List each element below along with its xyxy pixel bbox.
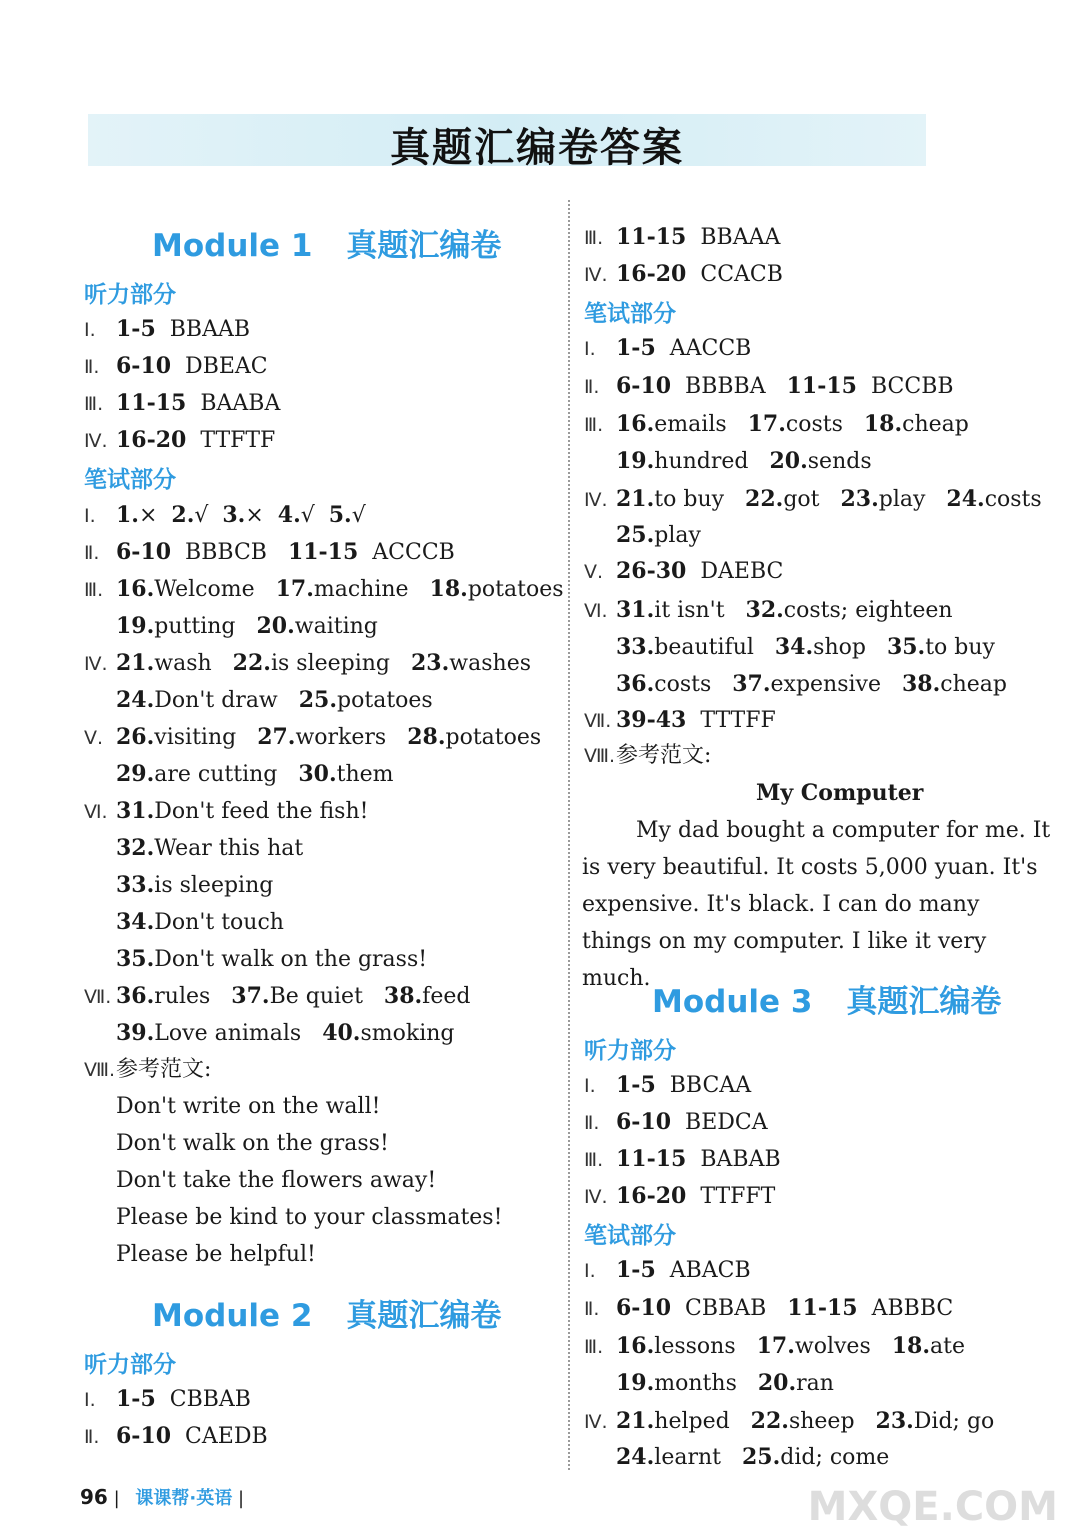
answer-index: 6-10 <box>116 353 172 379</box>
item-number: Ⅰ. <box>84 1389 96 1411</box>
item-number: Ⅴ. <box>84 727 104 749</box>
item-number: Ⅱ. <box>584 1298 600 1320</box>
answer-index: 22. <box>232 650 271 676</box>
module-heading <box>652 976 1001 1021</box>
item-number: Ⅶ. <box>584 710 612 732</box>
answer-line <box>84 1203 502 1233</box>
item-number: Ⅰ. <box>584 338 596 360</box>
answer-text: hundred <box>654 449 770 474</box>
answer-index: 32. <box>116 835 155 861</box>
answer-text: √ <box>300 503 329 528</box>
answer-index: 1-5 <box>616 1257 656 1283</box>
answer-text: it isn't <box>654 598 746 623</box>
answer-text: expensive <box>770 672 902 697</box>
answer-index: 6-10 <box>616 1295 672 1321</box>
answer-line <box>584 1442 889 1473</box>
answer-text: learnt <box>654 1445 742 1470</box>
answer-line <box>84 537 455 568</box>
item-number: Ⅳ. <box>84 430 108 452</box>
answer-line <box>84 722 541 753</box>
item-number: Ⅰ. <box>84 319 96 341</box>
item-number: Ⅴ. <box>584 561 604 583</box>
answer-index: 36. <box>616 671 655 697</box>
item-number: Ⅶ. <box>84 986 112 1008</box>
answer-index: 5. <box>328 502 352 528</box>
answer-text: is sleeping <box>154 873 274 898</box>
answer-index: 17. <box>275 576 314 602</box>
answer-text: BBCAA <box>655 1073 752 1098</box>
item-number: Ⅳ. <box>584 264 608 286</box>
answer-index: 38. <box>901 671 941 697</box>
section-heading: 听力部分 <box>84 282 176 308</box>
answer-index: 16-20 <box>616 1183 687 1209</box>
answer-line <box>584 259 783 290</box>
answer-text: Don't touch <box>154 910 284 935</box>
answer-line <box>84 1055 211 1085</box>
answer-text: Don't draw <box>154 688 299 713</box>
answer-text: √ <box>351 503 366 528</box>
answer-text: ate <box>930 1334 965 1359</box>
answer-index: 21. <box>616 486 655 512</box>
answer-text: Please be kind to your classmates! <box>116 1205 503 1230</box>
answer-text: Don't take the flowers away! <box>116 1168 437 1193</box>
answer-text: × <box>245 503 278 528</box>
answer-index: 11-15 <box>616 1146 687 1172</box>
answer-index: 18. <box>863 411 903 437</box>
watermark: MXQE.COM <box>807 1484 1058 1530</box>
module-label: Module 3 <box>652 984 813 1020</box>
answer-line <box>84 1018 454 1049</box>
answer-text: 参考范文: <box>616 743 712 768</box>
answer-text: Welcome <box>154 577 276 602</box>
answer-index: 1-5 <box>116 316 156 342</box>
section-heading: 笔试部分 <box>84 467 176 493</box>
answer-line <box>584 556 783 587</box>
answer-text: them <box>336 762 394 787</box>
answer-text: BABAB <box>686 1147 781 1172</box>
answer-line <box>84 500 366 531</box>
answer-line <box>584 1144 781 1175</box>
section-heading: 笔试部分 <box>584 301 676 327</box>
answer-line <box>584 669 1007 700</box>
item-number: Ⅲ. <box>584 1336 604 1358</box>
answer-text: waiting <box>294 614 378 639</box>
answer-text: feed <box>422 984 471 1009</box>
answer-line <box>584 1406 994 1437</box>
answer-line <box>84 833 303 864</box>
answer-index: 11-15 <box>116 390 187 416</box>
answer-index: 6-10 <box>616 373 672 399</box>
answer-text: TTFTF <box>186 428 276 453</box>
answer-index: 28. <box>407 724 446 750</box>
answer-text: CAEDB <box>171 1424 268 1449</box>
answer-text: Don't walk on the grass! <box>116 1131 389 1156</box>
answer-index: 21. <box>616 1408 655 1434</box>
answer-text: TTFFT <box>686 1184 776 1209</box>
item-number: Ⅵ. <box>584 600 608 622</box>
answer-index: 18. <box>891 1333 931 1359</box>
answer-text: Did; go <box>913 1409 995 1434</box>
module-subtitle: 真题汇编卷 <box>846 984 1002 1020</box>
answer-index: 11-15 <box>287 539 359 565</box>
module-label: Module 1 <box>152 228 313 264</box>
answer-index: 20. <box>256 613 295 639</box>
answer-text: BBBCB <box>171 540 288 565</box>
answer-line <box>84 1384 251 1415</box>
answer-index: 22. <box>745 486 784 512</box>
answer-text: ABACB <box>655 1258 751 1283</box>
item-number: Ⅰ. <box>84 505 96 527</box>
answer-index: 1-5 <box>116 1386 156 1412</box>
answer-index: 11-15 <box>786 373 857 399</box>
answer-text: Please be helpful! <box>116 1242 316 1267</box>
answer-text: Love animals <box>154 1021 323 1046</box>
item-number: Ⅳ. <box>584 489 608 511</box>
item-number: Ⅲ. <box>584 414 604 436</box>
answer-text: helped <box>654 1409 751 1434</box>
item-number: Ⅱ. <box>84 356 100 378</box>
answer-index: 2. <box>171 502 195 528</box>
answer-line <box>584 1181 775 1212</box>
module-label: Module 2 <box>152 1298 313 1334</box>
answer-line <box>84 1240 316 1270</box>
module-subtitle: 真题汇编卷 <box>346 1298 502 1334</box>
answer-text: visiting <box>154 725 258 750</box>
answer-line <box>84 351 268 382</box>
answer-line <box>584 409 969 440</box>
answer-line <box>584 705 776 736</box>
answer-text: CBBAB <box>155 1387 251 1412</box>
answer-text: × <box>138 503 172 528</box>
answer-index: 3. <box>222 502 246 528</box>
answer-text: machine <box>313 577 430 602</box>
answer-line <box>84 1129 389 1159</box>
answer-index: 31. <box>616 597 655 623</box>
essay-title: My Computer <box>756 780 924 806</box>
answer-text: ACCCB <box>358 540 455 565</box>
answer-index: 39. <box>116 1020 155 1046</box>
answer-line <box>584 371 954 402</box>
item-number: Ⅱ. <box>584 376 600 398</box>
answer-index: 19. <box>616 448 655 474</box>
answer-text: costs <box>984 487 1042 512</box>
essay-body: My dad bought a computer for me. It is very beautiful. It costs 5,000 yuan. It's expensive. It's black. I can do many things on my computer. I like it very much. <box>582 818 1051 991</box>
answer-line <box>584 222 780 253</box>
module-heading <box>152 220 501 265</box>
answer-index: 27. <box>257 724 296 750</box>
answer-line <box>84 944 427 975</box>
answer-index: 17. <box>747 411 786 437</box>
answer-index: 16. <box>616 411 655 437</box>
answer-line <box>84 759 394 790</box>
column-divider <box>568 200 570 1470</box>
answer-line <box>84 388 280 419</box>
answer-index: 17. <box>756 1333 795 1359</box>
item-number: Ⅳ. <box>84 653 108 675</box>
answer-text: CCACB <box>686 262 783 287</box>
answer-text: Be quiet <box>269 984 384 1009</box>
answer-line <box>84 1092 380 1122</box>
section-heading: 听力部分 <box>584 1038 676 1064</box>
item-number: Ⅲ. <box>584 227 604 249</box>
answer-text: play <box>654 523 701 548</box>
answer-text: potatoes <box>445 725 542 750</box>
answer-line <box>584 1255 751 1286</box>
answer-text: BAABA <box>186 391 281 416</box>
answer-line <box>84 1166 436 1196</box>
answer-index: 1-5 <box>616 1072 656 1098</box>
answer-index: 34. <box>116 909 155 935</box>
answer-line <box>84 685 433 716</box>
answer-line <box>84 870 273 901</box>
answer-text: CBBAB <box>671 1296 788 1321</box>
answer-index: 23. <box>875 1408 914 1434</box>
answer-text: ABBBC <box>857 1296 954 1321</box>
answer-text: BCCBB <box>856 374 954 399</box>
answer-text: BBBBA <box>671 374 787 399</box>
answer-line <box>584 520 701 551</box>
book-name: 课课帮·英语 <box>135 1488 233 1509</box>
answer-line <box>584 595 953 626</box>
answer-text: putting <box>154 614 257 639</box>
item-number: Ⅷ. <box>584 745 616 767</box>
answer-index: 26. <box>116 724 155 750</box>
answer-text: rules <box>154 984 232 1009</box>
answer-index: 23. <box>411 650 450 676</box>
answer-index: 1. <box>116 502 139 528</box>
answer-text: BEDCA <box>671 1110 768 1135</box>
answer-index: 30. <box>298 761 337 787</box>
answer-index: 16. <box>116 576 155 602</box>
answer-text: costs <box>785 412 864 437</box>
item-number: Ⅰ. <box>584 1260 596 1282</box>
item-number: Ⅲ. <box>84 579 104 601</box>
answer-line <box>584 1107 768 1138</box>
answer-text: beautiful <box>654 635 775 660</box>
answer-line <box>84 574 564 605</box>
answer-line <box>584 446 872 477</box>
answer-line <box>584 1331 965 1362</box>
answer-line <box>84 981 470 1012</box>
answer-index: 18. <box>429 576 468 602</box>
answer-line <box>84 907 284 938</box>
item-number: Ⅵ. <box>84 801 108 823</box>
page-number: 96 <box>80 1485 108 1509</box>
answer-text: did; come <box>780 1445 890 1470</box>
item-number: Ⅱ. <box>84 542 100 564</box>
answer-index: 24. <box>616 1444 655 1470</box>
answer-line <box>584 741 711 771</box>
answer-index: 20. <box>769 448 808 474</box>
answer-index: 35. <box>886 634 926 660</box>
answer-text: smoking <box>360 1021 455 1046</box>
answer-index: 37. <box>231 983 270 1009</box>
answer-index: 35. <box>116 946 155 972</box>
answer-index: 24. <box>116 687 155 713</box>
answer-text: wolves <box>794 1334 892 1359</box>
item-number: Ⅳ. <box>584 1186 608 1208</box>
answer-text: potatoes <box>467 577 564 602</box>
answer-text: sends <box>807 449 872 474</box>
item-number: Ⅷ. <box>84 1059 116 1081</box>
answer-index: 25. <box>741 1444 781 1470</box>
answer-text: washes <box>449 651 531 676</box>
answer-index: 6-10 <box>116 1423 172 1449</box>
answer-text: costs; eighteen <box>783 598 953 623</box>
item-number: Ⅲ. <box>584 1149 604 1171</box>
answer-index: 16-20 <box>616 261 687 287</box>
answer-index: 1-5 <box>616 335 656 361</box>
answer-line <box>84 796 368 827</box>
answer-text: AACCB <box>655 336 752 361</box>
answer-index: 36. <box>116 983 155 1009</box>
answer-index: 16-20 <box>116 427 187 453</box>
module-subtitle: 真题汇编卷 <box>346 228 502 264</box>
answer-text: to buy <box>654 487 746 512</box>
answer-line <box>584 1368 834 1399</box>
answer-text: √ <box>194 503 223 528</box>
answer-line <box>84 1421 268 1452</box>
answer-text: got <box>783 487 841 512</box>
answer-line <box>84 648 531 679</box>
answer-text: wash <box>154 651 233 676</box>
answer-index: 31. <box>116 798 155 824</box>
answer-index: 19. <box>116 613 155 639</box>
item-number: Ⅳ. <box>584 1411 608 1433</box>
answer-text: Don't walk on the grass! <box>154 947 428 972</box>
answer-text: Don't write on the wall! <box>116 1094 381 1119</box>
answer-text: emails <box>654 412 748 437</box>
answer-text: is sleeping <box>270 651 411 676</box>
module-heading <box>152 1290 501 1335</box>
answer-text: potatoes <box>337 688 433 713</box>
answer-text: BBAAB <box>155 317 251 342</box>
item-number: Ⅱ. <box>84 1426 100 1448</box>
answer-index: 4. <box>277 502 301 528</box>
answer-index: 32. <box>745 597 784 623</box>
answer-text: 参考范文: <box>116 1057 212 1082</box>
answer-text: cheap <box>902 412 969 437</box>
answer-index: 16. <box>616 1333 655 1359</box>
answer-line <box>584 632 995 663</box>
page-title: 真题汇编卷答案 <box>390 125 684 171</box>
answer-index: 22. <box>750 1408 789 1434</box>
section-heading: 听力部分 <box>84 1352 176 1378</box>
answer-text: sheep <box>788 1409 876 1434</box>
answer-index: 6-10 <box>116 539 172 565</box>
answer-index: 25. <box>616 522 655 548</box>
answer-index: 6-10 <box>616 1109 672 1135</box>
answer-text: to buy <box>925 635 995 660</box>
answer-index: 39-43 <box>616 707 687 733</box>
item-number: Ⅲ. <box>84 393 104 415</box>
answer-index: 21. <box>116 650 155 676</box>
answer-index: 33. <box>616 634 655 660</box>
answer-index: 11-15 <box>787 1295 858 1321</box>
answer-line <box>584 1293 953 1324</box>
answer-text: are cutting <box>154 762 299 787</box>
answer-index: 20. <box>757 1370 797 1396</box>
answer-text: BBAAA <box>686 225 781 250</box>
answer-index: 38. <box>383 983 423 1009</box>
answer-text: DBEAC <box>171 354 268 379</box>
answer-text: Wear this hat <box>154 836 304 861</box>
answer-text: lessons <box>654 1334 757 1359</box>
answer-text: cheap <box>940 672 1007 697</box>
answer-text: months <box>654 1371 758 1396</box>
footer: 96 | 课课帮·英语 | <box>80 1485 245 1509</box>
answer-line <box>584 484 1042 515</box>
item-number: Ⅱ. <box>584 1112 600 1134</box>
answer-index: 23. <box>840 486 879 512</box>
answer-index: 19. <box>616 1370 655 1396</box>
answer-text: workers <box>295 725 408 750</box>
answer-index: 34. <box>774 634 814 660</box>
answer-text: costs <box>654 672 733 697</box>
answer-index: 29. <box>116 761 155 787</box>
answer-index: 11-15 <box>616 224 687 250</box>
answer-text: shop <box>813 635 887 660</box>
answer-index: 24. <box>946 486 985 512</box>
answer-text: Don't feed the fish! <box>154 799 369 824</box>
answer-line <box>584 1070 751 1101</box>
section-heading: 笔试部分 <box>584 1223 676 1249</box>
answer-index: 37. <box>732 671 771 697</box>
answer-index: 33. <box>116 872 155 898</box>
answer-text: DAEBC <box>686 559 784 584</box>
answer-text: TTTFF <box>686 708 776 733</box>
answer-line <box>84 425 275 456</box>
answer-text: ran <box>796 1371 834 1396</box>
answer-index: 26-30 <box>616 558 687 584</box>
answer-line <box>584 333 751 364</box>
answer-index: 25. <box>298 687 338 713</box>
answer-line <box>84 611 378 642</box>
answer-line <box>84 314 250 345</box>
answer-index: 40. <box>322 1020 361 1046</box>
answer-text: play <box>878 487 947 512</box>
item-number: Ⅰ. <box>584 1075 596 1097</box>
